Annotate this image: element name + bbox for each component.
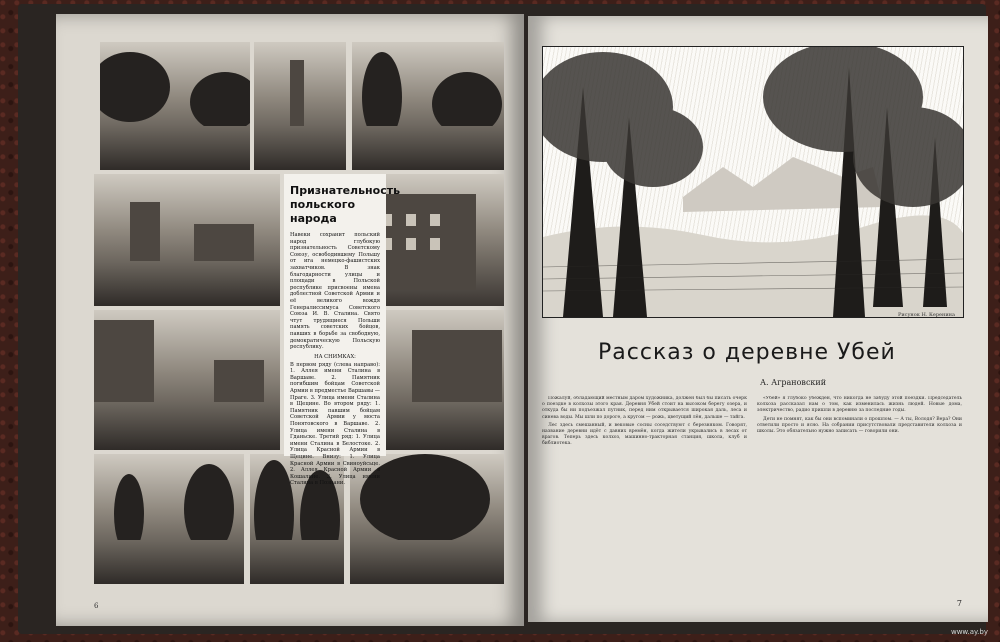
forest-lake-illustration (542, 46, 964, 318)
photo-stalin-street-szczecin (352, 42, 504, 170)
story-paragraph: «Убей» я глубоко убеждён, что никогда не забуду этой поездки. Председатель колхоза рассказал нам о том, как изменилась жизнь людей. Новые дома, электричество, радио пришли в деревню за последние годы. (757, 396, 962, 414)
open-magazine (18, 4, 986, 634)
photo-stalin-alley-warsaw (100, 42, 250, 170)
story-author: А. Аграновский (760, 378, 827, 387)
caption-box (284, 174, 401, 487)
photo-red-army-street-swinoujscie (94, 454, 244, 584)
right-page (528, 16, 988, 622)
photo-monument-poniatowski-bridge (94, 174, 280, 306)
story-columns (542, 396, 962, 604)
caption-body: Навеки сохранит польский народ глубокую признательность Советскому Союзу, освободившему Польшу от ига немецко-фашистских захватчиков. В знак благодарности улицы и площади в Польской республике присвоены имена доблестной Советской Армии и её великого вождя Генералиссимуса Советского Союза И. В. Сталина. Свято чтут трудящиеся Польши память советских бойцов, павших в борьбе за свободную, демократическую Польскую республику. (290, 232, 380, 351)
watermark: www.ay.by (950, 628, 988, 636)
illustration-credit: Рисунок Н. Керенина (897, 312, 955, 318)
story-paragraph: Лес здесь смешанный, и вековые сосны соседствуют с березняком. Говорят, название деревни идёт с давних времён, когда жители укрывались в лесах от врагов. Теперь здесь колхоз, машинно-тракторная станция, школа, клуб и библиотека. (542, 422, 747, 447)
caption-title: Признательность польского народа (290, 184, 401, 225)
left-page (56, 14, 524, 626)
left-page-number: 6 (94, 602, 99, 610)
story-title: Рассказ о деревне Убей (598, 340, 896, 365)
caption-photo-list: В первом ряду (слева направо): 1. Аллея имени Сталина в Варшаве. 2. Памятник погибшим бойцам Советской Армии в предместье Варшавы — Праге. 3. Улица имени Сталина в Щецине. Во втором ряду: 1. Памятник павшим бойцам Советской Армии у моста Понятовского в Варшаве. 2. Улица имени Сталина в Гданьске. Третий ряд: 1. Улица имени Сталина в Белостоке. 2. Улица Красной Армии в Щецине. Внизу: 1. Улица Красной Армии в Свиноуйсьце. 2. Аллея Красной Армии в Кошалине. 3. Улица имени Сталина в Познани. (290, 361, 380, 487)
story-column-right (757, 396, 962, 604)
story-column-left (542, 396, 747, 604)
photo-stalin-street-bialystok (94, 310, 280, 450)
forest-drawing (543, 47, 963, 317)
story-paragraph: Дети не помнят, как бы они вспоминали о прошлом. — А ты, Володя? Вера? Они ответили просто и ясно. На собрании присутствовали представители колхоза и школы. Это обязательно нужно записать — говорили они. (757, 416, 962, 435)
story-paragraph: Пожалуй, обладающий местным даром художника, должен был бы писать очерк о поездке в колхозы этого края. Деревня Убей стоит на высоком берегу озера, и откуда бы ни подъезжал путник, перед ним открывается широкая даль, леса и синева воды. Мы шли по дороге, а кругом — рожь, цветущий лён, дальше — тайга. (542, 396, 747, 420)
caption-section-header: НА СНИМКАХ: (314, 353, 356, 360)
right-page-number: 7 (956, 599, 962, 608)
photo-monument-praga (254, 42, 346, 170)
